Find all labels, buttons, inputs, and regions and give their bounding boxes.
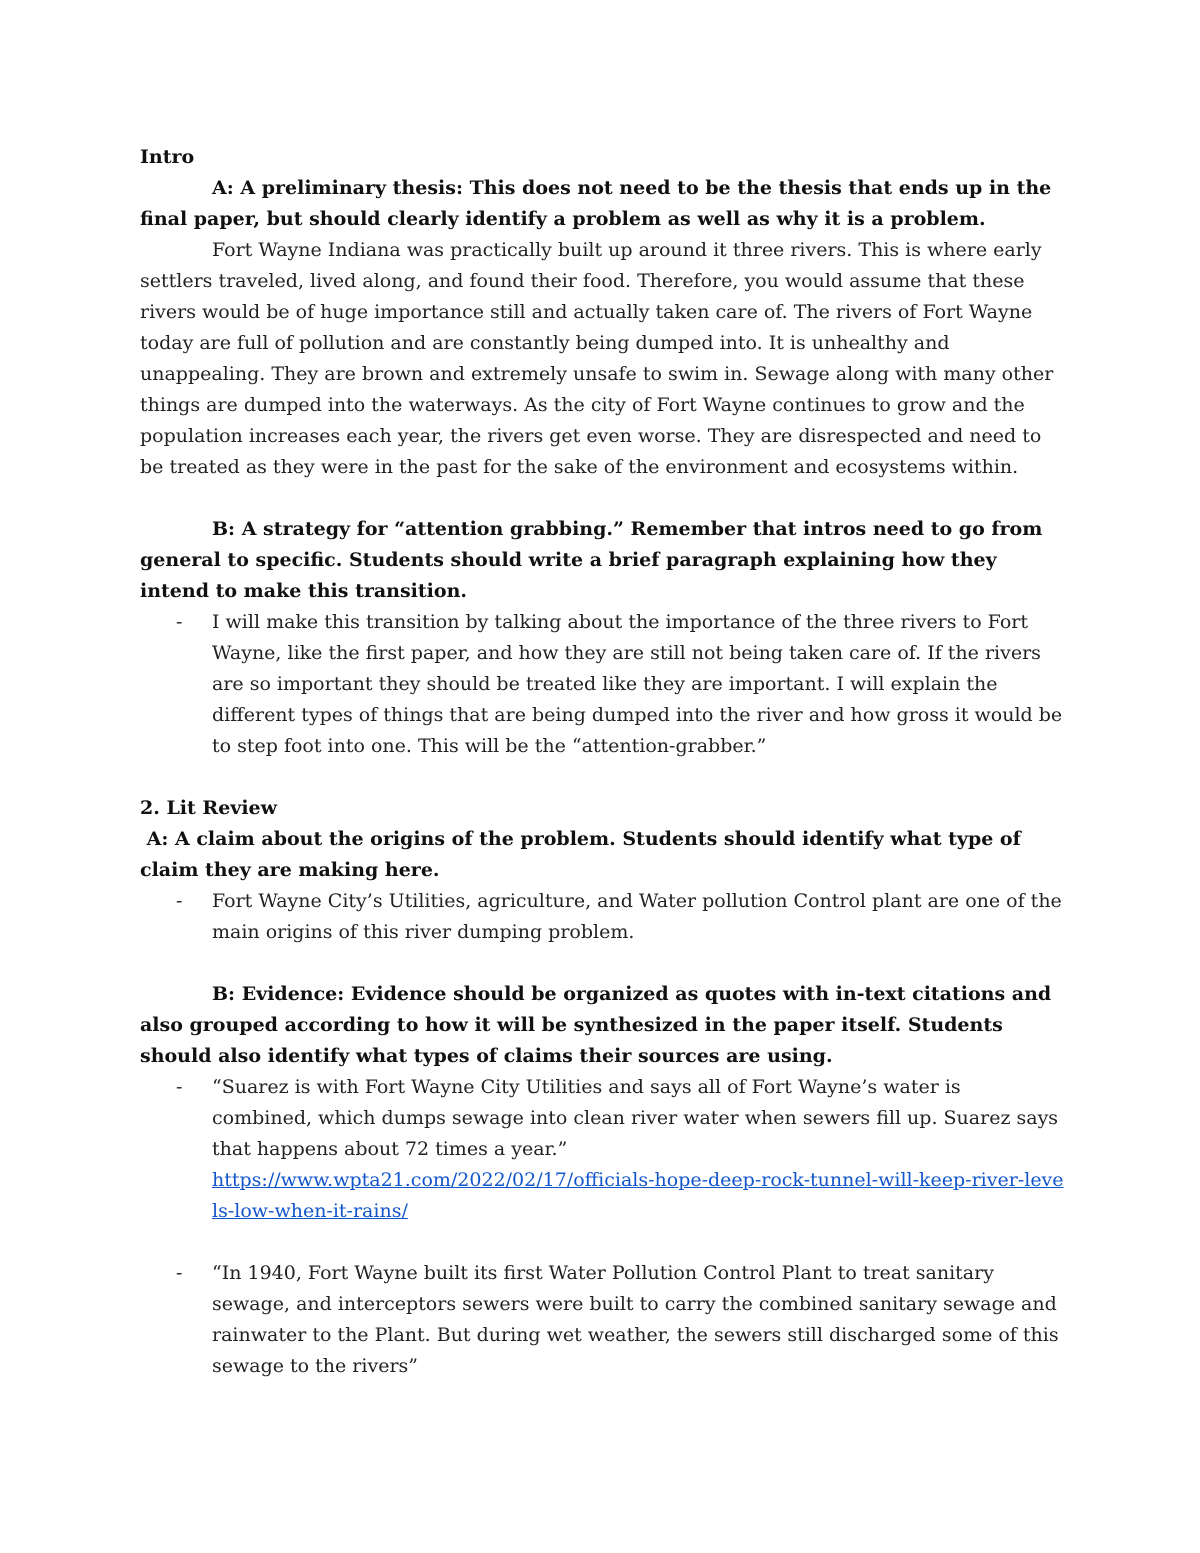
intro-a-prompt: A: A preliminary thesis: This does not need to be the thesis that ends up in the final paper, but should clearly identify a problem as well as why it is a problem. — [140, 177, 1052, 230]
intro-heading: Intro — [140, 146, 195, 168]
list-item — [140, 607, 1065, 762]
bullet-dash: - — [176, 611, 183, 633]
intro-b-prompt: B: A strategy for “attention grabbing.” Remember that intros need to go from general to specific. Students should write a brief paragraph explaining how they intend to make this transition. — [140, 518, 1043, 602]
bullet-dash: - — [176, 1076, 183, 1098]
list-item — [140, 1072, 1065, 1227]
intro-b-bullet-text: I will make this transition by talking about the importance of the three rivers to Fort Wayne, like the first paper, and how they are still not being taken care of. If the rivers are so important they should be treated like they are important. I will explain the different types of things that are being dumped into the river and how gross it would be to step foot into one. This will be the “attention-grabber.” — [212, 611, 1063, 757]
list-item — [140, 1258, 1065, 1382]
lit-review-b-prompt: B: Evidence: Evidence should be organized as quotes with in-text citations and also grouped according to how it will be synthesized in the paper itself. Students should also identify what types of claims their sources are using. — [140, 983, 1052, 1067]
intro-a-body: Fort Wayne Indiana was practically built up around it three rivers. This is where early settlers traveled, lived along, and found their food. Therefore, you would assume that these rivers would be of huge importance still and actually taken care of. The rivers of Fort Wayne today are full of pollution and are constantly being dumped into. It is unhealthy and unappealing. They are brown and extremely unsafe to swim in. Sewage along with many other things are dumped into the waterways. As the city of Fort Wayne continues to grow and the population increases each year, the rivers get even worse. They are disrespected and need to be treated as they were in the past for the sake of the environment and ecosystems within. — [140, 239, 1054, 478]
lit-review-a-prompt: A: A claim about the origins of the problem. Students should identify what type of claim they are making here. — [140, 828, 1028, 881]
paragraph-spacer — [140, 1227, 1065, 1258]
source-link[interactable]: https://www.wpta21.com/2022/02/17/officials-hope-deep-rock-tunnel-will-keep-river-levels-low-when-it-rains/ — [212, 1169, 1064, 1222]
list-item — [140, 886, 1065, 948]
paragraph-spacer — [140, 483, 1065, 514]
lit-review-a-bullet-text: Fort Wayne City’s Utilities, agriculture, and Water pollution Control plant are one of the main origins of this river dumping problem. — [212, 890, 1062, 943]
paragraph-spacer — [140, 948, 1065, 979]
document-body — [140, 142, 1065, 1382]
paragraph-spacer — [140, 762, 1065, 793]
evidence-quote: “In 1940, Fort Wayne built its first Water Pollution Control Plant to treat sanitary sewage, and interceptors sewers were built to carry the combined sanitary sewage and rainwater to the Plant. But during wet weather, the sewers still discharged some of this sewage to the rivers” — [212, 1262, 1059, 1377]
bullet-dash: - — [176, 890, 183, 912]
bullet-dash: - — [176, 1262, 183, 1284]
evidence-quote: “Suarez is with Fort Wayne City Utilities and says all of Fort Wayne’s water is combined, which dumps sewage into clean river water when sewers fill up. Suarez says that happens about 72 times a year.” — [212, 1076, 1059, 1160]
lit-review-heading: 2. Lit Review — [140, 797, 277, 819]
